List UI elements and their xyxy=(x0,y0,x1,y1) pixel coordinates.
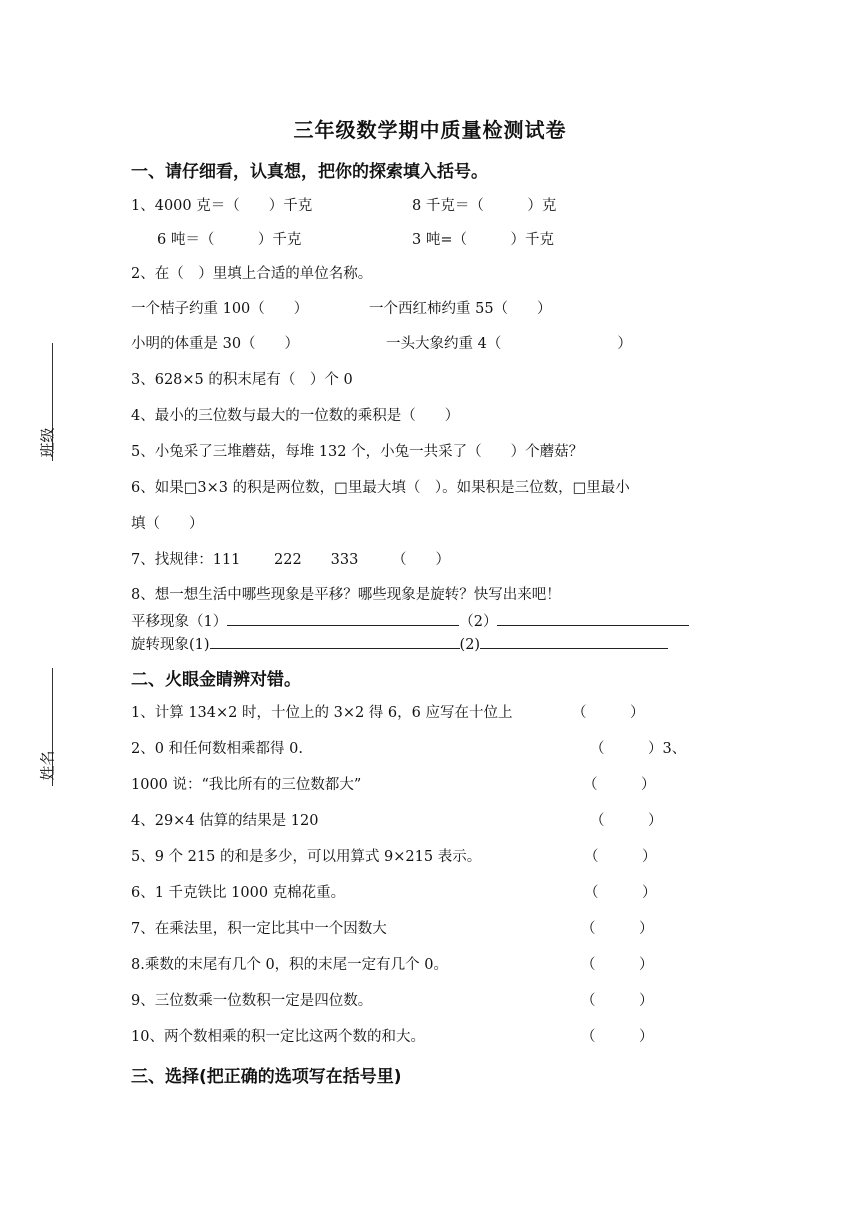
exam-title: 三年级数学期中质量检测试卷 xyxy=(293,118,567,142)
q8-rotation-row xyxy=(131,633,668,655)
q2-item-d: 一头大象约重 4（ ） xyxy=(386,336,632,352)
tf-paren-1: （ ） xyxy=(572,705,645,721)
q8-rotation-blank-1[interactable] xyxy=(210,633,460,649)
tf-paren-8: （ ） xyxy=(581,957,654,973)
q8-translation-blank-1[interactable] xyxy=(227,610,459,626)
q8-rotation-blank-2[interactable] xyxy=(480,633,668,649)
q2-item-a: 一个桔子约重 100（ ） xyxy=(131,301,309,317)
q6-line-1: 6、如果□3×3 的积是两位数，□里最大填（ ）。如果积是三位数，□里最小 xyxy=(131,480,630,496)
tf-item-6: 6、1 千克铁比 1000 克棉花重。 xyxy=(131,885,346,901)
tf-paren-9: （ ） xyxy=(581,993,654,1009)
q1-item-c: 6 吨＝（ ）千克 xyxy=(157,232,302,248)
q8: 8、想一想生活中哪些现象是平移？哪些现象是旋转？快写出来吧！ xyxy=(131,587,561,603)
class-label: 班级 xyxy=(38,427,57,458)
q8-translation-row xyxy=(131,610,689,632)
q8-translation-label: 平移现象（1） xyxy=(131,614,228,630)
q1-item-a: 1、4000 克＝（ ）千克 xyxy=(131,198,313,214)
tf-item-2: 2、0 和任何数相乘都得 0. xyxy=(131,741,304,757)
q8-rotation-label: 旋转现象(1) xyxy=(131,637,210,653)
section-3-heading: 三、选择(把正确的选项写在括号里) xyxy=(131,1067,402,1087)
tf-item-8: 8.乘数的末尾有几个 0，积的末尾一定有几个 0。 xyxy=(131,957,449,973)
tf-item-5: 5、9 个 215 的和是多少，可以用算式 9×215 表示。 xyxy=(131,849,482,865)
name-label: 姓名 xyxy=(38,750,57,781)
q8-rotation-label-2: (2) xyxy=(459,637,481,653)
tf-paren-6: （ ） xyxy=(584,885,657,901)
section-2-heading: 二、火眼金睛辨对错。 xyxy=(131,670,301,690)
q8-translation-label-2: （2） xyxy=(459,614,498,630)
tf-paren-4: （ ） xyxy=(590,813,663,829)
tf-item-4: 4、29×4 估算的结果是 120 xyxy=(131,813,319,829)
tf-item-3: 1000 说：“我比所有的三位数都大” xyxy=(131,777,362,793)
q4: 4、最小的三位数与最大的一位数的乘积是（ ） xyxy=(131,408,460,424)
tf-paren-3: （ ） xyxy=(583,777,656,793)
tf-paren-5: （ ） xyxy=(584,849,657,865)
tf-paren-7: （ ） xyxy=(581,921,654,937)
q1-item-b: 8 千克＝（ ）克 xyxy=(412,198,557,214)
tf-item-9: 9、三位数乘一位数积一定是四位数。 xyxy=(131,993,373,1009)
q3: 3、628×5 的积末尾有（ ）个 0 xyxy=(131,372,353,388)
q2-item-c: 小明的体重是 30（ ） xyxy=(131,336,300,352)
q8-translation-blank-2[interactable] xyxy=(497,610,689,626)
q7: 7、找规律：111 222 333 （ ） xyxy=(131,552,450,568)
section-1-heading: 一、请仔细看，认真想，把你的探索填入括号。 xyxy=(131,162,488,182)
q2-item-b: 一个西红柿约重 55（ ） xyxy=(369,301,552,317)
tf-paren-10: （ ） xyxy=(581,1029,654,1045)
tf-paren-2: （ ）3、 xyxy=(590,741,687,757)
tf-item-1: 1、计算 134×2 时，十位上的 3×2 得 6，6 应写在十位上 xyxy=(131,705,513,721)
q6-line-2: 填（ ） xyxy=(131,516,204,532)
q1-item-d: 3 吨=（ ）千克 xyxy=(412,232,554,248)
q5: 5、小兔采了三堆蘑菇，每堆 132 个，小兔一共采了（ ）个蘑菇？ xyxy=(131,444,584,460)
q2-prompt: 2、在（ ）里填上合适的单位名称。 xyxy=(131,266,373,282)
tf-item-7: 7、在乘法里，积一定比其中一个因数大 xyxy=(131,921,387,937)
tf-item-10: 10、两个数相乘的积一定比这两个数的和大。 xyxy=(131,1029,425,1045)
